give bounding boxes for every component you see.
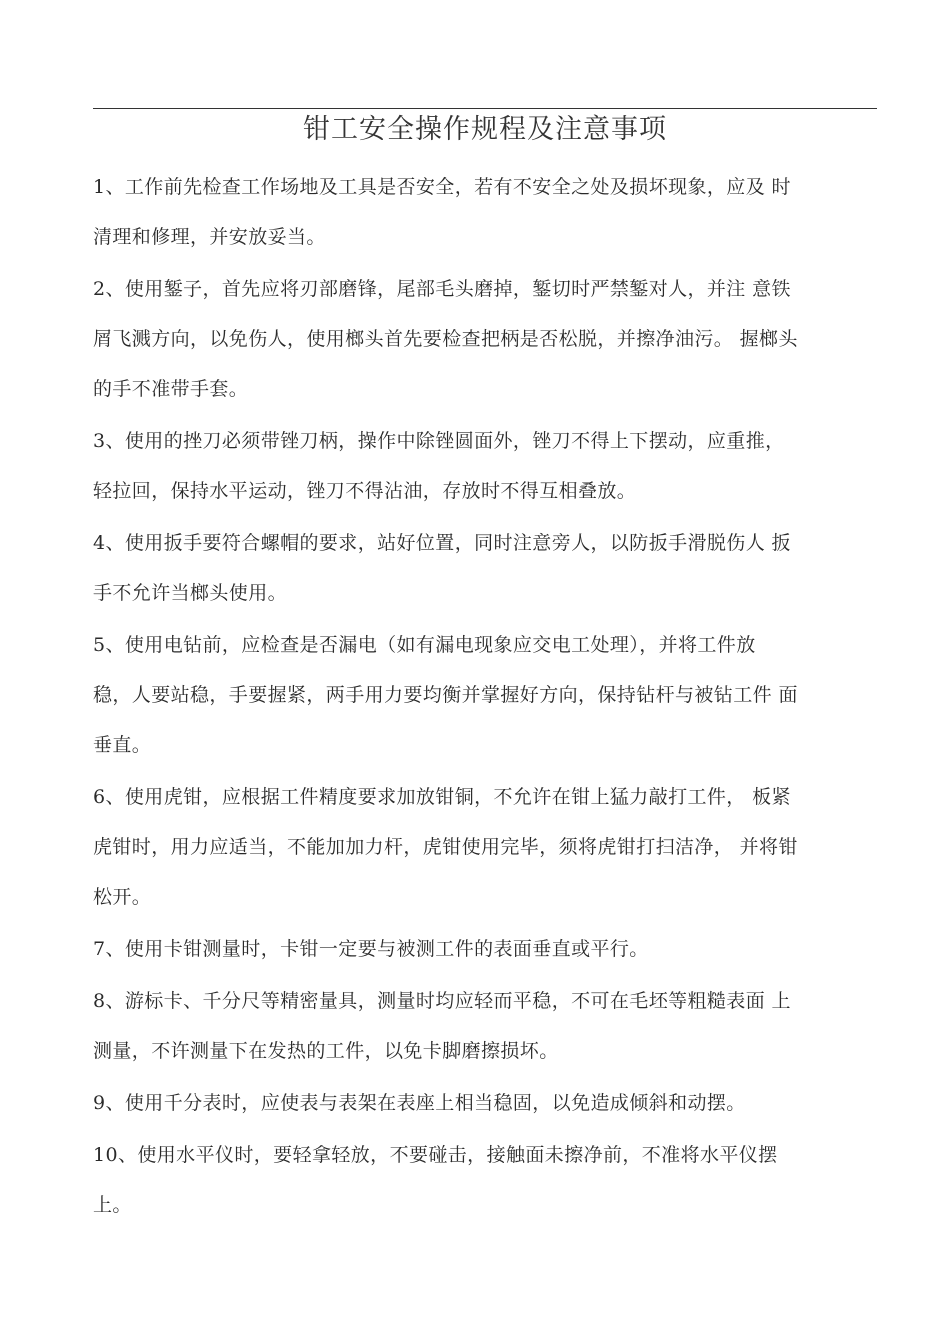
rule-item-9: 9、使用千分表时，应使表与表架在表座上相当稳固，以免造成倾斜和动摆。 <box>93 1092 746 1114</box>
rule-item-8: 8、游标卡、千分尺等精密量具，测量时均应轻而平稳，不可在毛坯等粗糙表面 上 测量，不许测量下在发热的工件，以免卡脚磨擦损坏。 <box>93 990 791 1062</box>
rule-item-2: 2、使用錾子，首先应将刃部磨锋，尾部毛头磨掉，錾切时严禁錾对人，并注 意铁 屑飞溅方向，以免伤人，使用榔头首先要检查把柄是否松脱，并擦净油污。 握榔头 的手不准带手套。 <box>93 278 798 400</box>
rule-item-3: 3、使用的挫刀必须带锉刀柄，操作中除锉圆面外，锉刀不得上下摆动，应重推， 轻拉回，保持水平运动，锉刀不得沾油，存放时不得互相叠放。 <box>93 430 785 502</box>
rule-item-5: 5、使用电钻前，应检查是否漏电（如有漏电现象应交电工处理），并将工件放 稳，人要站稳，手要握紧，两手用力要均衡并掌握好方向，保持钻杆与被钻工件 面 垂直。 <box>93 634 798 756</box>
rule-item-1: 1、工作前先检查工作场地及工具是否安全，若有不安全之处及损坏现象，应及 时 清理和修理，并安放妥当。 <box>93 176 791 248</box>
header-rule <box>93 108 877 109</box>
page-title: 钳工安全操作规程及注意事项 <box>303 114 667 145</box>
rule-item-6: 6、使用虎钳，应根据工件精度要求加放钳铜，不允许在钳上猛力敲打工件， 板紧 虎钳时，用力应适当，不能加加力杆，虎钳使用完毕，须将虎钳打扫洁净， 并将钳 松开。 <box>93 786 798 908</box>
rule-item-4: 4、使用扳手要符合螺帽的要求，站好位置，同时注意旁人，以防扳手滑脱伤人 扳 手不允许当榔头使用。 <box>93 532 791 604</box>
rule-item-7: 7、使用卡钳测量时，卡钳一定要与被测工件的表面垂直或平行。 <box>93 938 649 960</box>
rules-list <box>93 162 877 1232</box>
rule-item-10: 10、使用水平仪时，要轻拿轻放，不要碰击，接触面未擦净前，不准将水平仪摆 上。 <box>93 1144 778 1216</box>
